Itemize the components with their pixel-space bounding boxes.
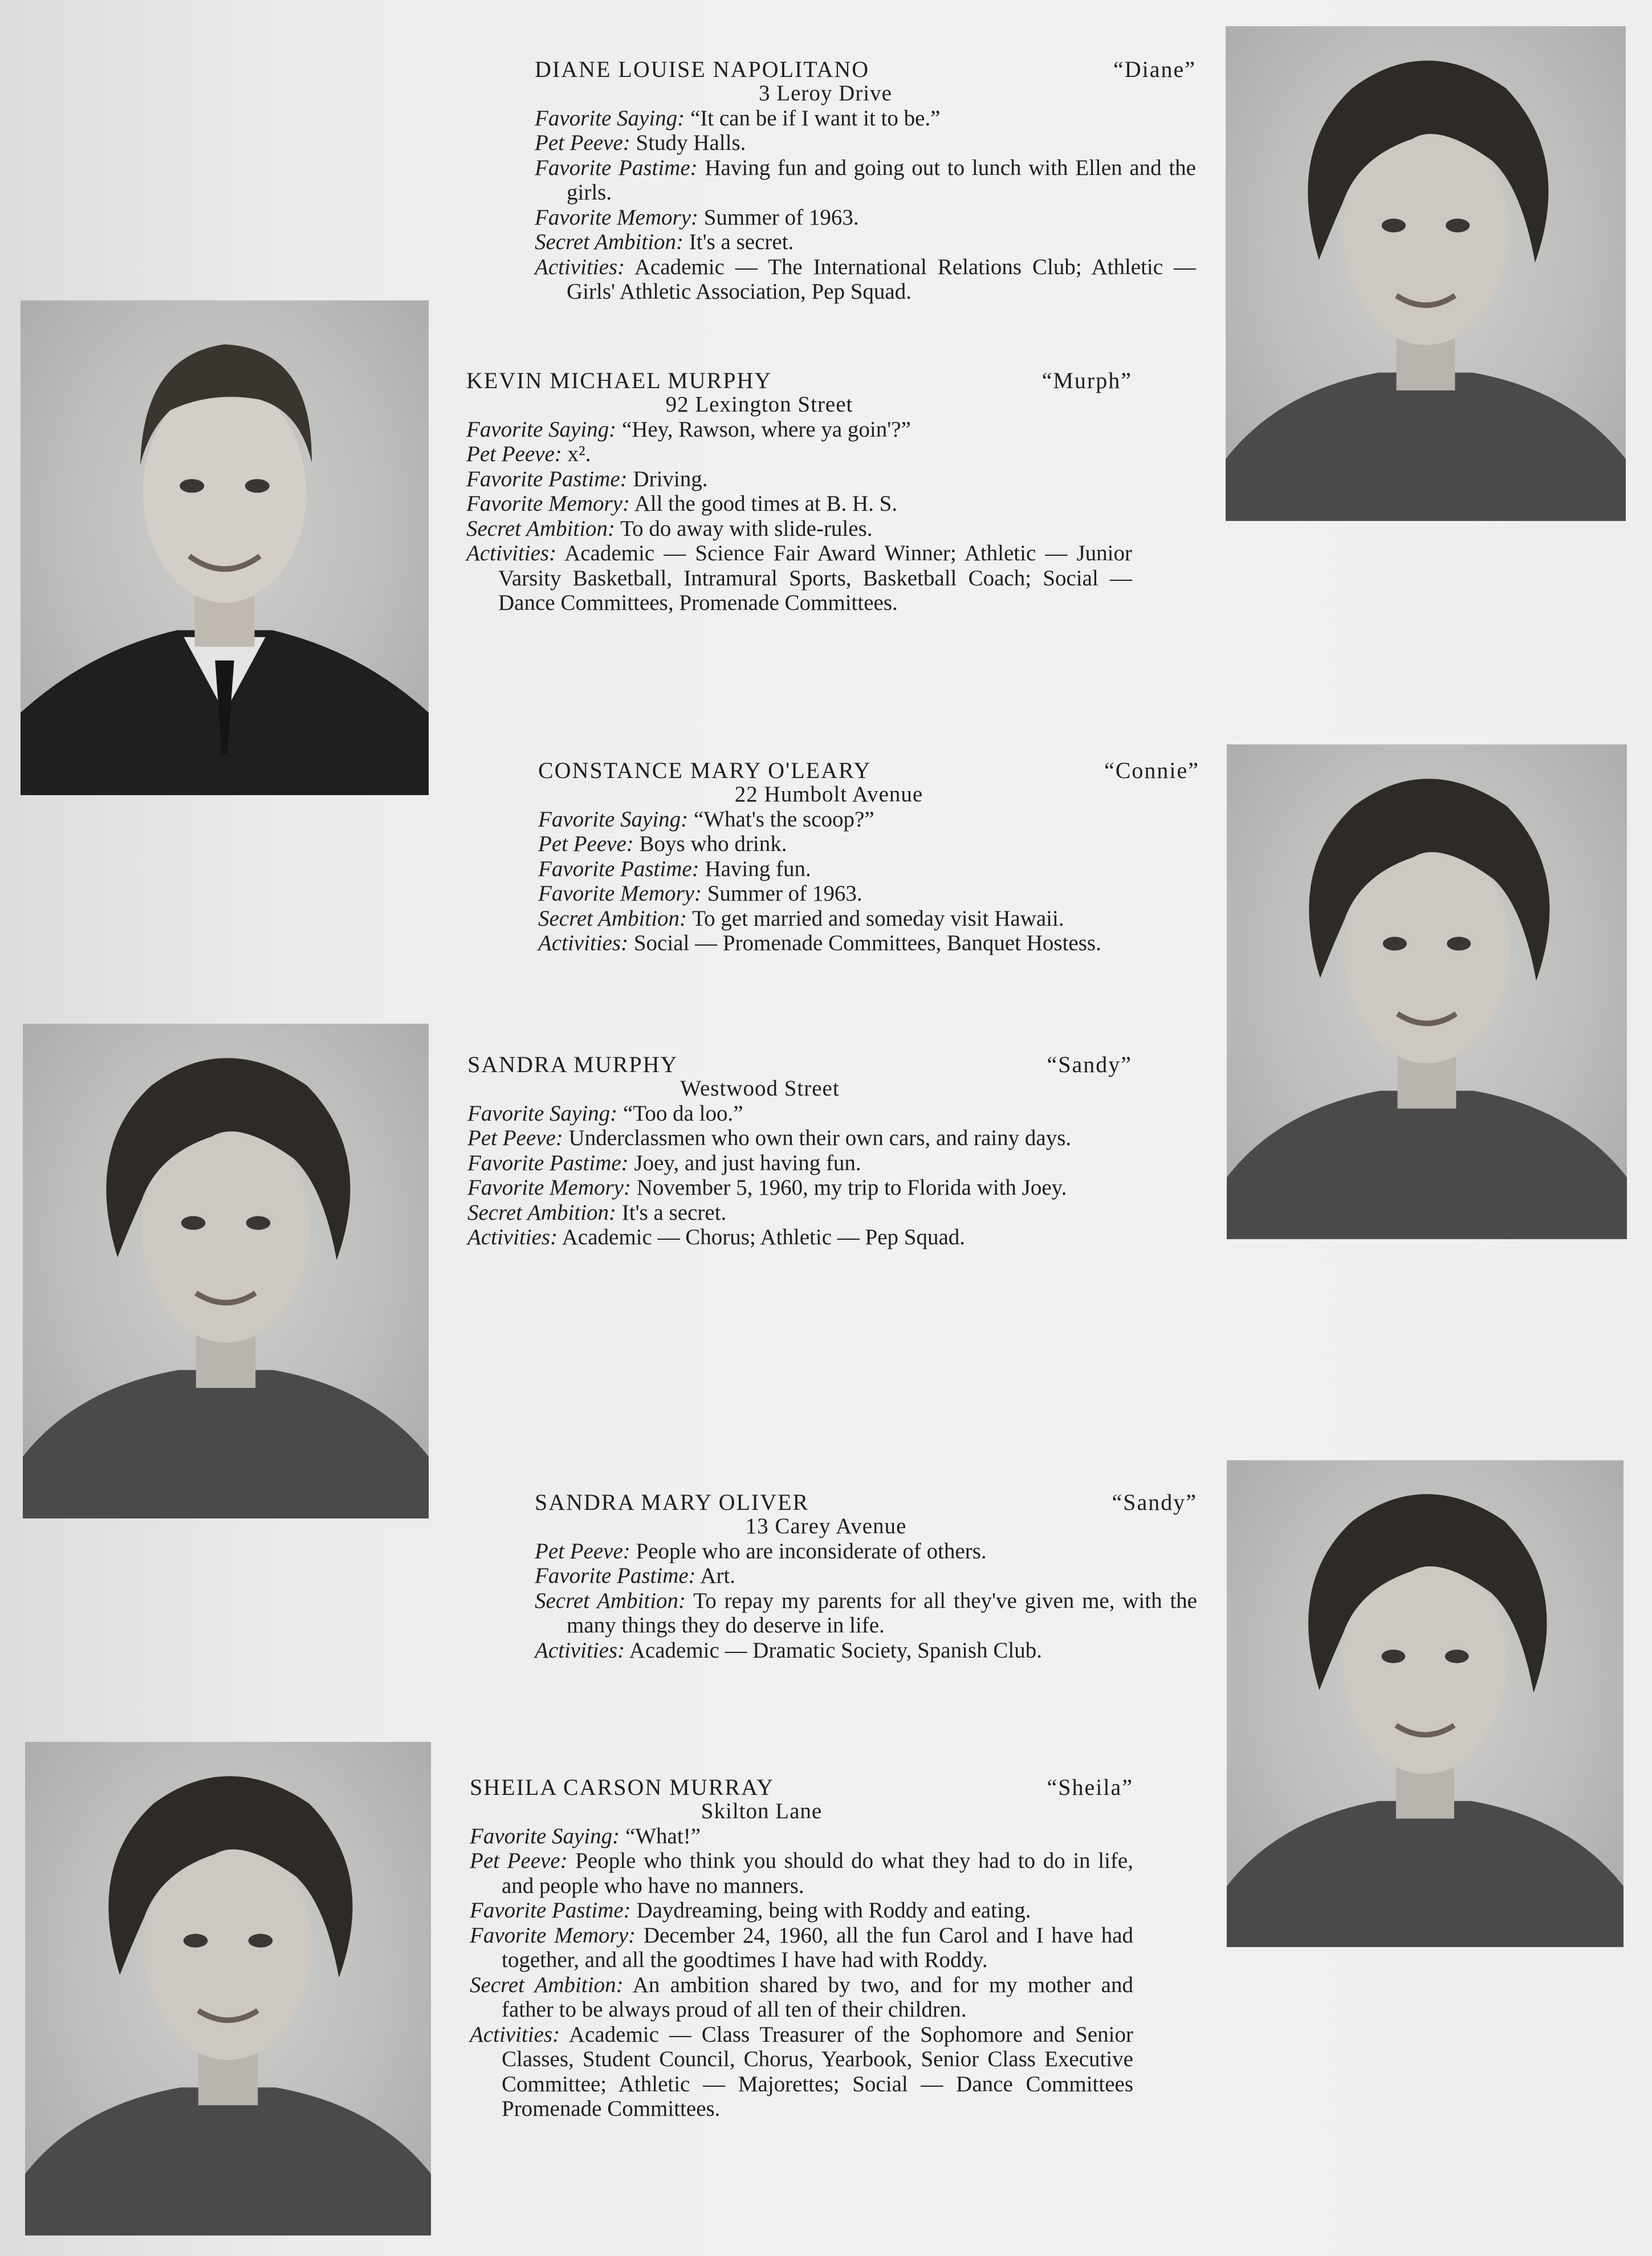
field-value: November 5, 1960, my trip to Florida with Joey. bbox=[636, 1175, 1067, 1200]
field-label: Favorite Saying: bbox=[538, 807, 689, 832]
field-value: Joey, and just having fun. bbox=[634, 1150, 861, 1175]
pet-peeve bbox=[466, 442, 1132, 467]
secret-ambition bbox=[535, 230, 1196, 255]
favorite-memory bbox=[538, 881, 1199, 906]
field-label: Favorite Saying: bbox=[467, 1101, 618, 1126]
field-value: Academic — Science Fair Award Winner; Athletic — Junior Varsity Basketball, Intramural Sports, Basketball Coach; Social — Dance Committees, Promenade Committees. bbox=[498, 541, 1132, 615]
field-label: Secret Ambition: bbox=[470, 1972, 624, 1997]
field-value: People who are inconsiderate of others. bbox=[636, 1538, 987, 1563]
field-label: Activities: bbox=[466, 541, 557, 565]
activities bbox=[470, 2022, 1133, 2121]
field-value: An ambition shared by two, and for my mother and father to be always proud of all ten of their children. bbox=[502, 1972, 1133, 2022]
field-label: Favorite Saying: bbox=[466, 417, 617, 442]
field-value: Art. bbox=[700, 1563, 736, 1588]
field-label: Favorite Memory: bbox=[538, 881, 702, 906]
activities bbox=[538, 931, 1199, 956]
student-nickname: “Sheila” bbox=[1047, 1774, 1133, 1800]
field-value: People who think you should do what they had to do in life, and people who have no manners. bbox=[502, 1848, 1133, 1898]
field-value: Having fun. bbox=[705, 856, 811, 881]
field-value: Underclassmen who own their own cars, and rainy days. bbox=[568, 1126, 1072, 1150]
field-value: It's a secret. bbox=[621, 1200, 727, 1225]
field-label: Favorite Saying: bbox=[535, 105, 685, 131]
favorite-memory bbox=[466, 491, 1132, 516]
favorite-saying bbox=[470, 1824, 1133, 1849]
field-value: “Hey, Rawson, where ya goin'?” bbox=[621, 417, 911, 442]
field-value: x². bbox=[567, 442, 591, 466]
activities bbox=[535, 255, 1196, 304]
field-label: Favorite Pastime: bbox=[470, 1898, 631, 1923]
portrait-photo-napolitano bbox=[1226, 26, 1626, 521]
student-nickname: “Sandy” bbox=[1112, 1489, 1197, 1515]
field-label: Pet Peeve: bbox=[467, 1126, 563, 1150]
field-label: Secret Ambition: bbox=[466, 516, 616, 541]
field-label: Secret Ambition: bbox=[535, 1588, 686, 1613]
field-label: Favorite Memory: bbox=[466, 491, 630, 516]
field-label: Activities: bbox=[470, 2022, 560, 2047]
entry-header bbox=[535, 57, 1196, 83]
secret-ambition bbox=[535, 1589, 1197, 1638]
field-label: Favorite Saying: bbox=[470, 1823, 620, 1848]
student-entry-kevin-murphy bbox=[466, 368, 1132, 616]
favorite-pastime bbox=[466, 467, 1132, 492]
field-label: Pet Peeve: bbox=[466, 442, 562, 466]
favorite-pastime bbox=[470, 1898, 1133, 1923]
favorite-pastime bbox=[535, 156, 1196, 205]
student-address: 3 Leroy Drive bbox=[759, 81, 892, 105]
field-value: “What's the scoop?” bbox=[693, 807, 874, 832]
student-address: Skilton Lane bbox=[701, 1799, 823, 1823]
field-value: Academic — Chorus; Athletic — Pep Squad. bbox=[561, 1225, 966, 1249]
activities bbox=[535, 1638, 1197, 1663]
favorite-memory bbox=[535, 205, 1196, 230]
favorite-saying bbox=[467, 1101, 1132, 1126]
field-value: Summer of 1963. bbox=[707, 881, 862, 906]
student-name: DIANE LOUISE NAPOLITANO bbox=[535, 56, 870, 82]
field-value: Study Halls. bbox=[636, 131, 746, 155]
portrait-photo-oleary bbox=[1227, 744, 1627, 1239]
field-value: Academic — Dramatic Society, Spanish Club. bbox=[629, 1638, 1042, 1663]
field-value: It's a secret. bbox=[689, 230, 794, 254]
field-label: Pet Peeve: bbox=[535, 131, 630, 155]
portrait-photo-kevin-murphy bbox=[21, 300, 429, 795]
student-entry-sandra-murphy bbox=[467, 1052, 1132, 1250]
field-label: Favorite Pastime: bbox=[538, 856, 699, 881]
student-name: SANDRA MARY OLIVER bbox=[535, 1489, 809, 1515]
secret-ambition bbox=[467, 1200, 1132, 1225]
field-label: Secret Ambition: bbox=[538, 906, 687, 931]
entry-header bbox=[538, 758, 1199, 784]
field-value: “Too da loo.” bbox=[622, 1101, 743, 1126]
field-label: Favorite Memory: bbox=[470, 1923, 636, 1948]
field-value: “It can be if I want it to be.” bbox=[690, 105, 941, 131]
portrait-photo-oliver bbox=[1227, 1460, 1623, 1947]
favorite-pastime bbox=[467, 1151, 1132, 1176]
field-label: Favorite Pastime: bbox=[535, 155, 698, 180]
favorite-memory bbox=[470, 1923, 1133, 1973]
favorite-saying bbox=[535, 106, 1196, 131]
pet-peeve bbox=[538, 832, 1199, 857]
field-value: To repay my parents for all they've given me, with the many things they do deserve in life. bbox=[567, 1588, 1197, 1638]
field-label: Pet Peeve: bbox=[535, 1538, 630, 1563]
student-address: 13 Carey Avenue bbox=[745, 1514, 907, 1538]
field-label: Favorite Memory: bbox=[467, 1175, 631, 1200]
student-entry-oliver bbox=[535, 1490, 1197, 1663]
field-value: Academic — Class Treasurer of the Sophomore and Senior Classes, Student Council, Chorus, Yearbook, Senior Class Executive Committee; Athletic — Majorettes; Social — Dance Committees Promenade Committees. bbox=[502, 2022, 1133, 2121]
favorite-pastime bbox=[538, 857, 1199, 882]
student-entry-napolitano bbox=[535, 57, 1196, 304]
favorite-saying bbox=[538, 807, 1199, 832]
field-label: Activities: bbox=[538, 931, 629, 955]
field-label: Secret Ambition: bbox=[535, 230, 684, 254]
field-value: All the good times at B. H. S. bbox=[634, 491, 898, 516]
field-label: Secret Ambition: bbox=[467, 1200, 617, 1225]
secret-ambition bbox=[466, 516, 1132, 541]
field-label: Pet Peeve: bbox=[470, 1848, 568, 1873]
pet-peeve bbox=[535, 1539, 1197, 1564]
field-label: Activities: bbox=[535, 254, 625, 279]
field-label: Pet Peeve: bbox=[538, 832, 634, 856]
field-value: “What!” bbox=[625, 1823, 701, 1848]
field-value: To do away with slide-rules. bbox=[620, 516, 873, 541]
field-value: December 24, 1960, all the fun Carol and I have had together, and all the goodtimes I have had with Roddy. bbox=[502, 1923, 1133, 1972]
field-label: Activities: bbox=[535, 1638, 625, 1663]
field-value: Social — Promenade Committees, Banquet Hostess. bbox=[633, 931, 1101, 955]
field-value: Driving. bbox=[633, 466, 708, 491]
student-name: KEVIN MICHAEL MURPHY bbox=[466, 368, 772, 393]
student-name: SHEILA CARSON MURRAY bbox=[470, 1774, 775, 1800]
pet-peeve bbox=[467, 1126, 1132, 1151]
portrait-photo-murray bbox=[25, 1742, 431, 2235]
secret-ambition bbox=[538, 906, 1199, 931]
field-value: Boys who drink. bbox=[639, 832, 787, 856]
entry-header bbox=[470, 1775, 1133, 1801]
field-value: Daydreaming, being with Roddy and eating. bbox=[636, 1898, 1031, 1923]
favorite-memory bbox=[467, 1175, 1132, 1200]
student-address: 22 Humbolt Avenue bbox=[734, 782, 923, 807]
field-value: Summer of 1963. bbox=[703, 205, 859, 230]
student-nickname: “Connie” bbox=[1104, 758, 1199, 783]
student-nickname: “Sandy” bbox=[1047, 1052, 1132, 1077]
pet-peeve bbox=[470, 1848, 1133, 1898]
favorite-pastime bbox=[535, 1563, 1197, 1589]
field-label: Activities: bbox=[467, 1225, 558, 1249]
pet-peeve bbox=[535, 131, 1196, 156]
secret-ambition bbox=[470, 1973, 1133, 2022]
field-label: Favorite Pastime: bbox=[535, 1563, 696, 1588]
student-name: SANDRA MURPHY bbox=[467, 1052, 678, 1077]
student-entry-murray bbox=[470, 1775, 1133, 2121]
field-value: Having fun and going out to lunch with Ellen and the girls. bbox=[567, 155, 1196, 205]
student-address: Westwood Street bbox=[680, 1076, 840, 1101]
student-entry-oleary bbox=[538, 758, 1199, 956]
student-address: 92 Lexington Street bbox=[665, 392, 853, 417]
entry-header bbox=[535, 1490, 1197, 1516]
activities bbox=[466, 541, 1132, 616]
student-nickname: “Diane” bbox=[1113, 56, 1196, 82]
field-value: To get married and someday visit Hawaii. bbox=[692, 906, 1064, 931]
field-value: Academic — The International Relations Club; Athletic — Girls' Athletic Association, Pep Squad. bbox=[567, 254, 1196, 304]
activities bbox=[467, 1225, 1132, 1250]
entry-header bbox=[467, 1052, 1132, 1078]
student-nickname: “Murph” bbox=[1041, 368, 1132, 393]
entry-header bbox=[466, 368, 1132, 394]
field-label: Favorite Pastime: bbox=[466, 466, 628, 491]
favorite-saying bbox=[466, 417, 1132, 442]
field-label: Favorite Pastime: bbox=[467, 1150, 629, 1175]
portrait-photo-sandra-murphy bbox=[23, 1024, 429, 1518]
student-name: CONSTANCE MARY O'LEARY bbox=[538, 758, 872, 783]
field-label: Favorite Memory: bbox=[535, 205, 698, 230]
